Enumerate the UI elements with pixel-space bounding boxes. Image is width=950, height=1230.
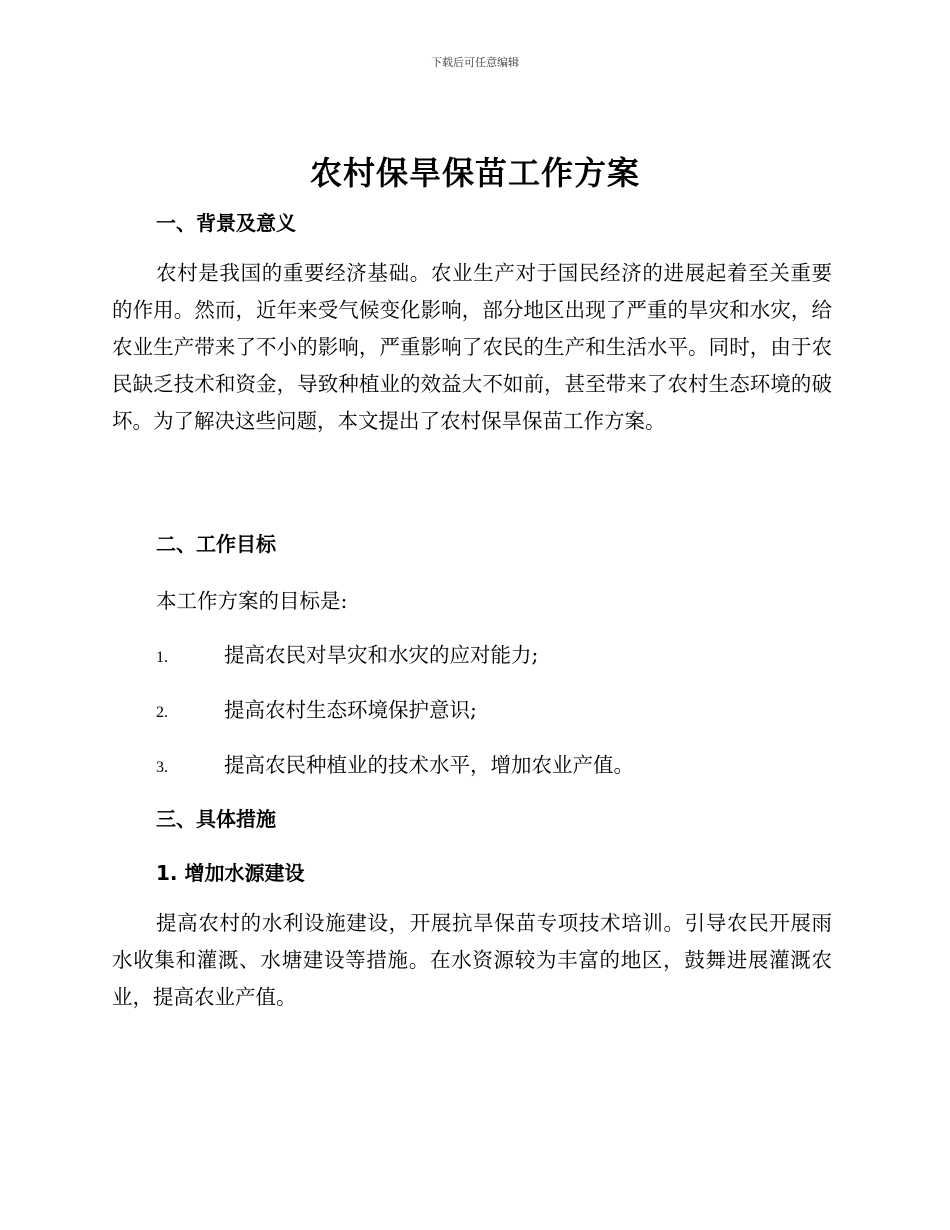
document-title: 农村保旱保苗工作方案 [309,154,640,192]
list-item [156,638,856,668]
goals-intro: 本工作方案的目标是: [156,589,348,613]
paragraph-water-source: 提高农村的水利设施建设，开展抗旱保苗专项技术培训。引导农民开展雨水收集和灌溉、水塘建设等措施。在水资源较为丰富的地区，鼓舞进展灌溉农业，提高农业产值。 [112,911,832,1009]
section-heading-background: 一、背景及意义 [156,211,296,235]
subheading-water-source: 1. 增加水源建设 [156,861,305,885]
list-number: 3. [156,759,168,776]
section-heading-goals: 二、工作目标 [156,532,276,556]
list-text: 提高农村生态环境保护意识; [224,698,477,722]
list-text: 提高农民对旱灾和水灾的应对能力; [224,643,539,667]
list-item [156,748,856,778]
list-item [156,693,856,723]
section-heading-measures: 三、具体措施 [156,807,276,831]
list-number: 2. [156,704,168,721]
paragraph-background: 农村是我国的重要经济基础。农业生产对于国民经济的进展起着至关重要的作用。然而，近年来受气候变化影响，部分地区出现了严重的旱灾和水灾，给农业生产带来了不小的影响，严重影响了农民的生产和生活水平。同时，由于农民缺乏技术和资金，导致种植业的效益大不如前，甚至带来了农村生态环境的破坏。为了解决这些问题，本文提出了农村保旱保苗工作方案。 [112,261,832,433]
list-number: 1. [156,649,168,666]
list-text: 提高农民种植业的技术水平，增加农业产值。 [224,753,634,777]
header-note: 下载后可任意编辑 [431,56,519,69]
